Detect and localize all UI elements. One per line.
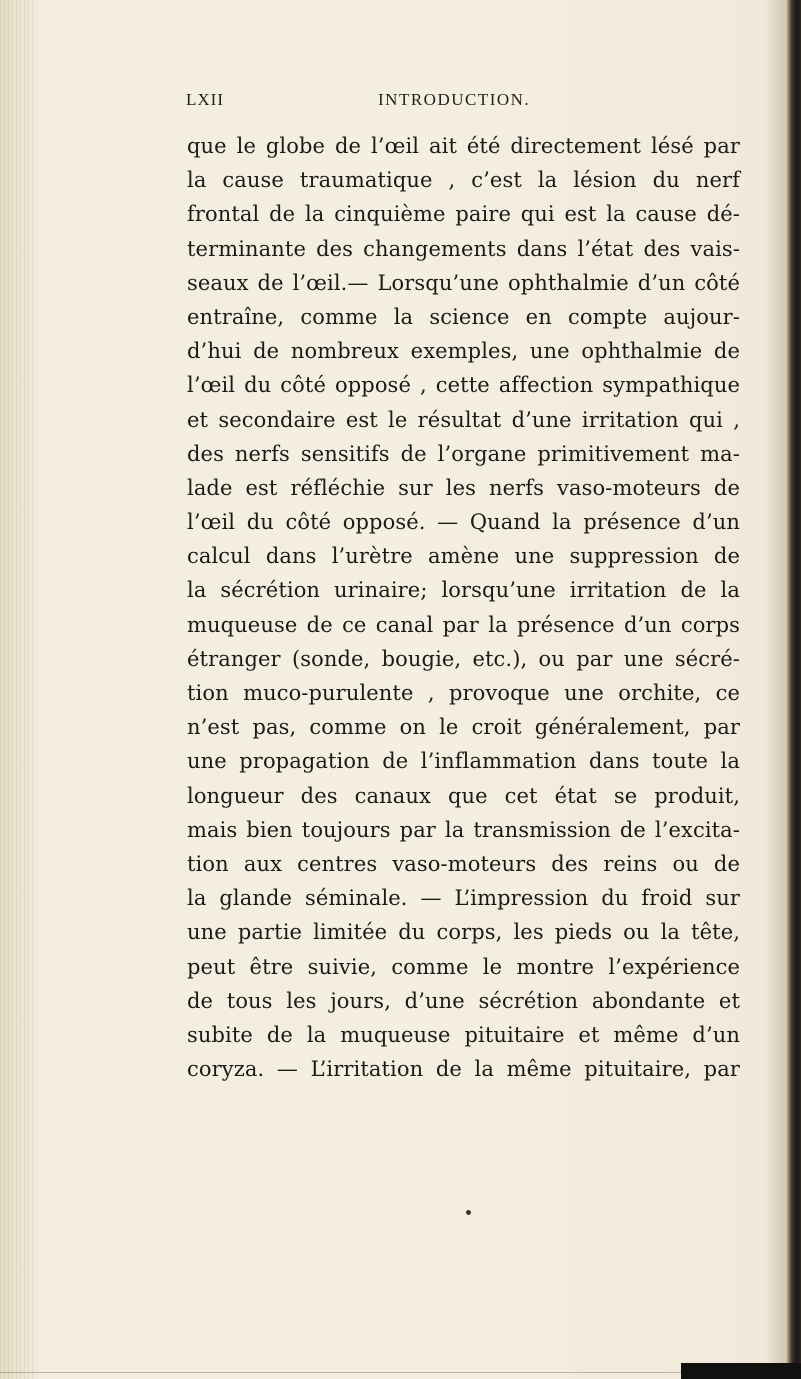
text-line: des nerfs sensitifs de l’organe primitivement ma-	[187, 441, 740, 466]
binding-gutter	[0, 0, 34, 1379]
text-line: l’œil du côté opposé. — Quand la présence d’un	[187, 510, 740, 535]
text-line: coryza. — L’irritation de la même pituitaire, par	[187, 1057, 740, 1082]
text-line: seaux de l’œil.— Lorsqu’une ophthalmie d’un côté	[187, 270, 740, 295]
text-line: de tous les jours, d’une sécrétion abondante et	[187, 988, 740, 1013]
text-line: une propagation de l’inflammation dans toute la	[187, 749, 740, 774]
text-line: que le globe de l’œil ait été directement lésé par	[187, 134, 740, 158]
text-line: tion muco-purulente , provoque une orchite, ce	[187, 681, 740, 705]
book-edge	[787, 0, 801, 1379]
text-line: frontal de la cinquième paire qui est la cause dé-	[187, 202, 740, 227]
text-line: la cause traumatique , c’est la lésion du nerf	[187, 168, 740, 193]
text-line: tion aux centres vaso-moteurs des reins ou de	[187, 851, 740, 876]
text-line: n’est pas, comme on le croit généralement, par	[187, 715, 740, 740]
running-title: INTRODUCTION.	[378, 90, 531, 109]
text-line: mais bien toujours par la transmission de l’excita-	[187, 817, 740, 842]
body-text	[187, 129, 740, 1086]
text-line: étranger (sonde, bougie, etc.), ou par une sécré-	[187, 646, 740, 671]
text-line: muqueuse de ce canal par la présence d’un corps	[187, 612, 740, 637]
text-line: l’œil du côté opposé , cette affection sympathique	[187, 373, 740, 398]
page-edge-shadow	[765, 0, 787, 1379]
running-head	[186, 90, 726, 114]
text-line: la sécrétion urinaire; lorsqu’une irritation de la	[187, 578, 740, 603]
text-line: la glande séminale. — L’impression du froid sur	[187, 886, 740, 911]
text-line: subite de la muqueuse pituitaire et même d’un	[187, 1022, 740, 1047]
text-line: terminante des changements dans l’état des vais-	[187, 236, 740, 261]
page-number: LXII	[186, 90, 224, 109]
bottom-edge-bar	[681, 1363, 801, 1379]
text-line: longueur des canaux que cet état se produit,	[187, 783, 740, 808]
text-line: et secondaire est le résultat d’une irritation qui ,	[187, 407, 740, 432]
text-line: peut être suivie, comme le montre l’expérience	[187, 954, 740, 979]
ink-dot	[466, 1210, 471, 1215]
text-line: une partie limitée du corps, les pieds ou la tête,	[187, 920, 740, 945]
text-line: lade est réfléchie sur les nerfs vaso-moteurs de	[187, 475, 740, 500]
text-line: d’hui de nombreux exemples, une ophthalmie de	[187, 339, 740, 364]
text-line: entraîne, comme la science en compte aujour-	[187, 304, 740, 329]
text-line: calcul dans l’urètre amène une suppression de	[187, 544, 740, 569]
